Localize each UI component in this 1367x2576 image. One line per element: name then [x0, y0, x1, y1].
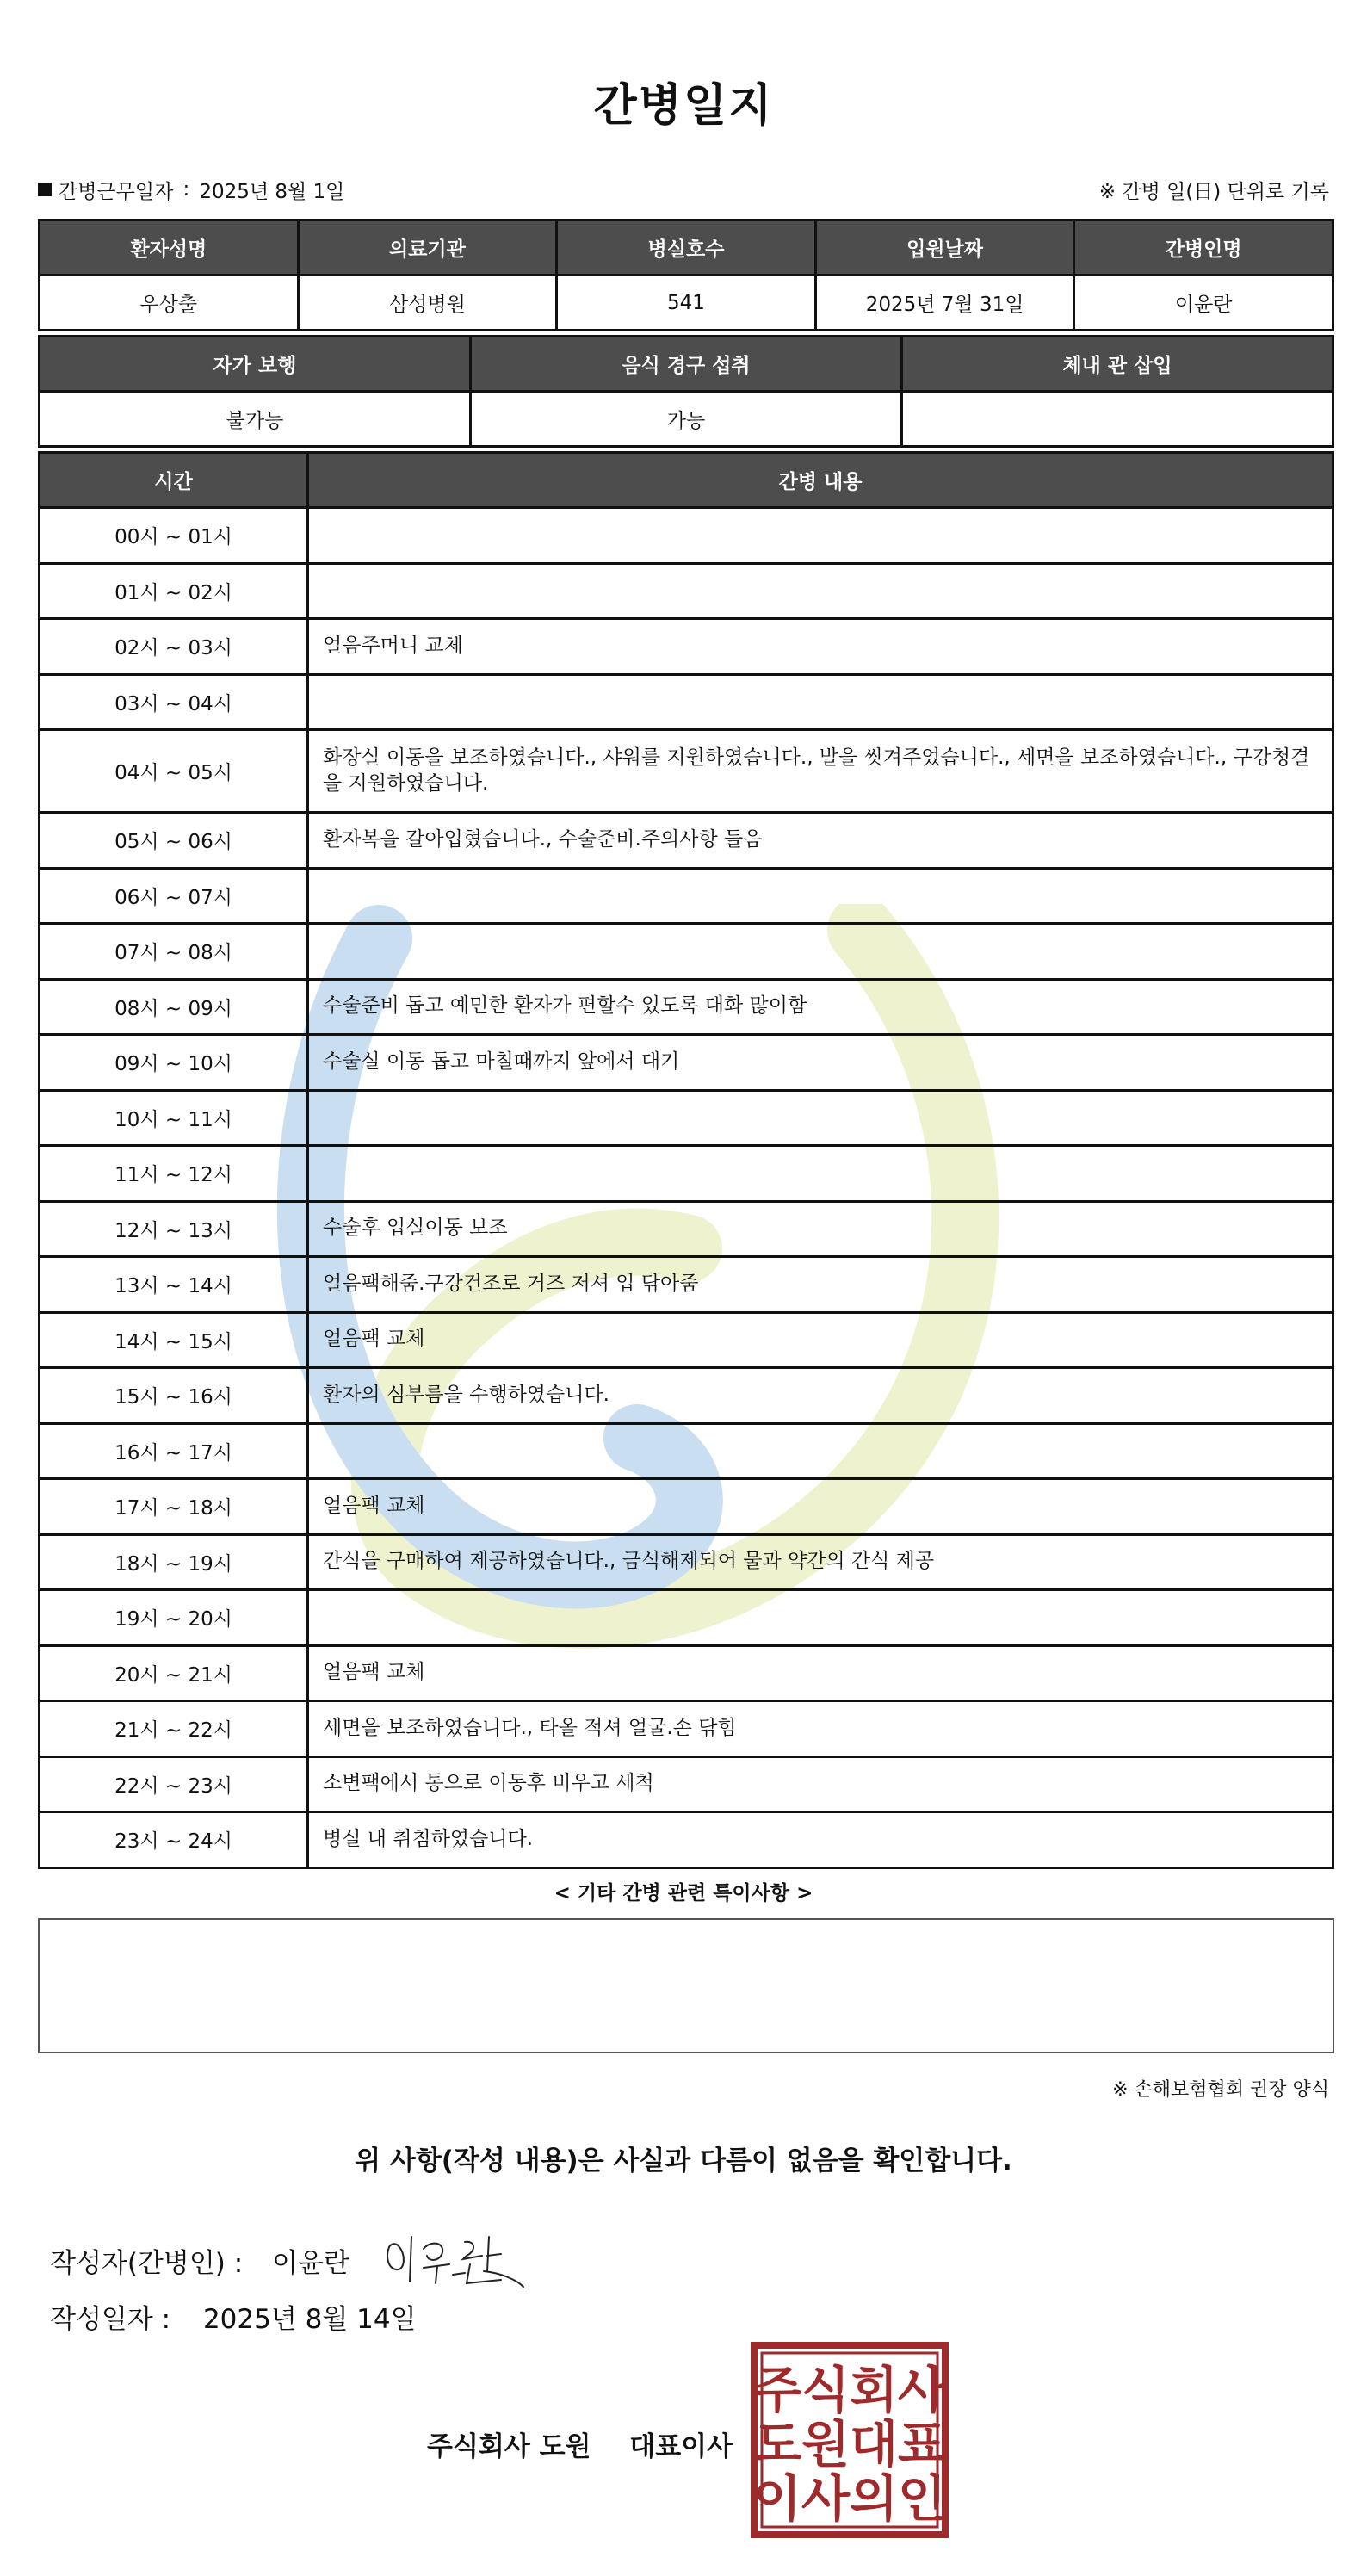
table-row: [40, 619, 1333, 675]
table-row: [40, 1479, 1333, 1535]
time-cell: 17시 ~ 18시: [40, 1479, 308, 1535]
table-row: [40, 1756, 1333, 1812]
table-row: [40, 1146, 1333, 1202]
content-cell: [308, 1590, 1333, 1646]
tube-insertion-value: [902, 392, 1333, 447]
company-line: [427, 2424, 733, 2463]
bullet-square-icon: [38, 183, 52, 196]
table-row: [40, 1812, 1333, 1868]
content-cell: [308, 1090, 1333, 1146]
header-self-walking: 자가 보행: [40, 337, 471, 392]
table-row: [40, 868, 1333, 924]
header-hospital: 의료기관: [298, 220, 557, 276]
table-row: [40, 979, 1333, 1035]
header-time: 시간: [40, 453, 308, 508]
time-cell: 20시 ~ 21시: [40, 1645, 308, 1701]
writer-line: [50, 2230, 527, 2290]
header-caregiver-name: 간병인명: [1074, 220, 1333, 276]
time-cell: 06시 ~ 07시: [40, 868, 308, 924]
work-date-separator: :: [182, 178, 190, 201]
time-cell: 04시 ~ 05시: [40, 730, 308, 813]
written-date-line: [50, 2297, 417, 2336]
time-cell: 23시 ~ 24시: [40, 1812, 308, 1868]
time-cell: 19시 ~ 20시: [40, 1590, 308, 1646]
header-admission-date: 입원날짜: [815, 220, 1074, 276]
content-cell: 환자복을 갈아입혔습니다., 수술준비.주의사항 들음: [308, 813, 1333, 869]
time-cell: 01시 ~ 02시: [40, 563, 308, 619]
time-cell: 14시 ~ 15시: [40, 1312, 308, 1368]
hospital-name: 삼성병원: [298, 276, 557, 331]
content-cell: 얼음팩 교체: [308, 1645, 1333, 1701]
table-row: [40, 1368, 1333, 1424]
care-log-table: [38, 451, 1334, 1869]
content-cell: 얼음팩 교체: [308, 1479, 1333, 1535]
content-cell: 수술후 입실이동 보조: [308, 1201, 1333, 1257]
table-row: [40, 1201, 1333, 1257]
time-cell: 15시 ~ 16시: [40, 1368, 308, 1424]
self-walking-value: 불가능: [40, 392, 471, 447]
svg-text:도원대표: 도원대표: [752, 2415, 947, 2474]
handwritten-signature: [380, 2230, 527, 2290]
content-cell: 얼음팩해줌.구강건조로 거즈 저셔 입 닦아줌: [308, 1257, 1333, 1313]
content-cell: [308, 674, 1333, 730]
content-cell: 얼음팩 교체: [308, 1312, 1333, 1368]
company-name: 주식회사 도원: [427, 2431, 591, 2462]
time-cell: 08시 ~ 09시: [40, 979, 308, 1035]
record-note: ※ 간병 일(日) 단위로 기록: [1098, 180, 1329, 203]
written-date-value: 2025년 8월 14일: [202, 2304, 417, 2335]
table-row: [40, 1534, 1333, 1590]
content-cell: [308, 563, 1333, 619]
table-row: [40, 1257, 1333, 1313]
time-cell: 13시 ~ 14시: [40, 1257, 308, 1313]
header-patient-name: 환자성명: [40, 220, 299, 276]
table-row: [40, 1701, 1333, 1757]
header-care-content: 간병 내용: [308, 453, 1333, 508]
table-row: [40, 563, 1333, 619]
content-cell: 얼음주머니 교체: [308, 619, 1333, 675]
table-row: [40, 1090, 1333, 1146]
written-date-label: 작성일자 :: [50, 2304, 171, 2335]
time-cell: 05시 ~ 06시: [40, 813, 308, 869]
content-cell: 소변팩에서 통으로 이동후 비우고 세척: [308, 1756, 1333, 1812]
time-cell: 07시 ~ 08시: [40, 924, 308, 980]
confirmation-statement: 위 사항(작성 내용)은 사실과 다름이 없음을 확인합니다.: [355, 2146, 1012, 2177]
table-row: [40, 1645, 1333, 1701]
table-row: [40, 508, 1333, 564]
time-cell: 22시 ~ 23시: [40, 1756, 308, 1812]
table-row: [40, 813, 1333, 869]
remarks-box: [38, 1918, 1334, 2053]
time-cell: 03시 ~ 04시: [40, 674, 308, 730]
table-row: [40, 1312, 1333, 1368]
content-cell: 환자의 심부름을 수행하였습니다.: [308, 1368, 1333, 1424]
patient-name: 우상출: [40, 276, 299, 331]
time-cell: 16시 ~ 17시: [40, 1423, 308, 1479]
time-cell: 12시 ~ 13시: [40, 1201, 308, 1257]
page-title: 간병일지: [593, 80, 774, 132]
time-cell: 10시 ~ 11시: [40, 1090, 308, 1146]
content-cell: 수술준비 돕고 예민한 환자가 편할수 있도록 대화 많이함: [308, 979, 1333, 1035]
company-representative-title: 대표이사: [629, 2431, 733, 2462]
time-cell: 18시 ~ 19시: [40, 1534, 308, 1590]
admission-date: 2025년 7월 31일: [815, 276, 1074, 331]
table-row: [40, 1035, 1333, 1091]
caregiver-name: 이윤란: [1074, 276, 1333, 331]
svg-text:주식회사: 주식회사: [752, 2361, 947, 2419]
time-cell: 09시 ~ 10시: [40, 1035, 308, 1091]
time-cell: 00시 ~ 01시: [40, 508, 308, 564]
header-oral-intake: 음식 경구 섭취: [471, 337, 902, 392]
work-date-label: 간병근무일자: [59, 180, 174, 203]
writer-label: 작성자(간병인) :: [50, 2247, 244, 2279]
table-row: [40, 924, 1333, 980]
time-cell: 21시 ~ 22시: [40, 1701, 308, 1757]
work-date-line: [38, 176, 344, 203]
time-cell: 11시 ~ 12시: [40, 1146, 308, 1202]
table-row: [40, 674, 1333, 730]
room-number: 541: [557, 276, 816, 331]
content-cell: [308, 1423, 1333, 1479]
content-cell: [308, 1146, 1333, 1202]
patient-info-table: [38, 219, 1334, 331]
svg-text:이사의인: 이사의인: [752, 2469, 947, 2528]
header-tube-insertion: 체내 관 삽입: [902, 337, 1333, 392]
header-room: 병실호수: [557, 220, 816, 276]
content-cell: [308, 868, 1333, 924]
work-date-value: 2025년 8월 1일: [199, 180, 345, 203]
content-cell: 화장실 이동을 보조하였습니다., 샤워를 지원하였습니다., 발을 씻겨주었습니다., 세면을 보조하였습니다., 구강청결을 지원하였습니다.: [308, 730, 1333, 813]
remarks-title: < 기타 간병 관련 특이사항 >: [554, 1882, 813, 1904]
table-row: [40, 730, 1333, 813]
patient-status-table: [38, 335, 1334, 448]
content-cell: 수술실 이동 돕고 마칠때까지 앞에서 대기: [308, 1035, 1333, 1091]
time-cell: 02시 ~ 03시: [40, 619, 308, 675]
table-row: [40, 1590, 1333, 1646]
content-cell: 세면을 보조하였습니다., 타올 적셔 얼굴.손 닦힘: [308, 1701, 1333, 1757]
content-cell: [308, 924, 1333, 980]
content-cell: 간식을 구매하여 제공하였습니다., 금식해제되어 물과 약간의 간식 제공: [308, 1534, 1333, 1590]
writer-name: 이윤란: [272, 2247, 350, 2279]
source-note: ※ 손해보험협회 권장 양식: [1112, 2079, 1329, 2101]
content-cell: [308, 508, 1333, 564]
oral-intake-value: 가능: [471, 392, 902, 447]
content-cell: 병실 내 취침하였습니다.: [308, 1812, 1333, 1868]
table-row: [40, 1423, 1333, 1479]
company-seal-stamp: [751, 2342, 949, 2538]
